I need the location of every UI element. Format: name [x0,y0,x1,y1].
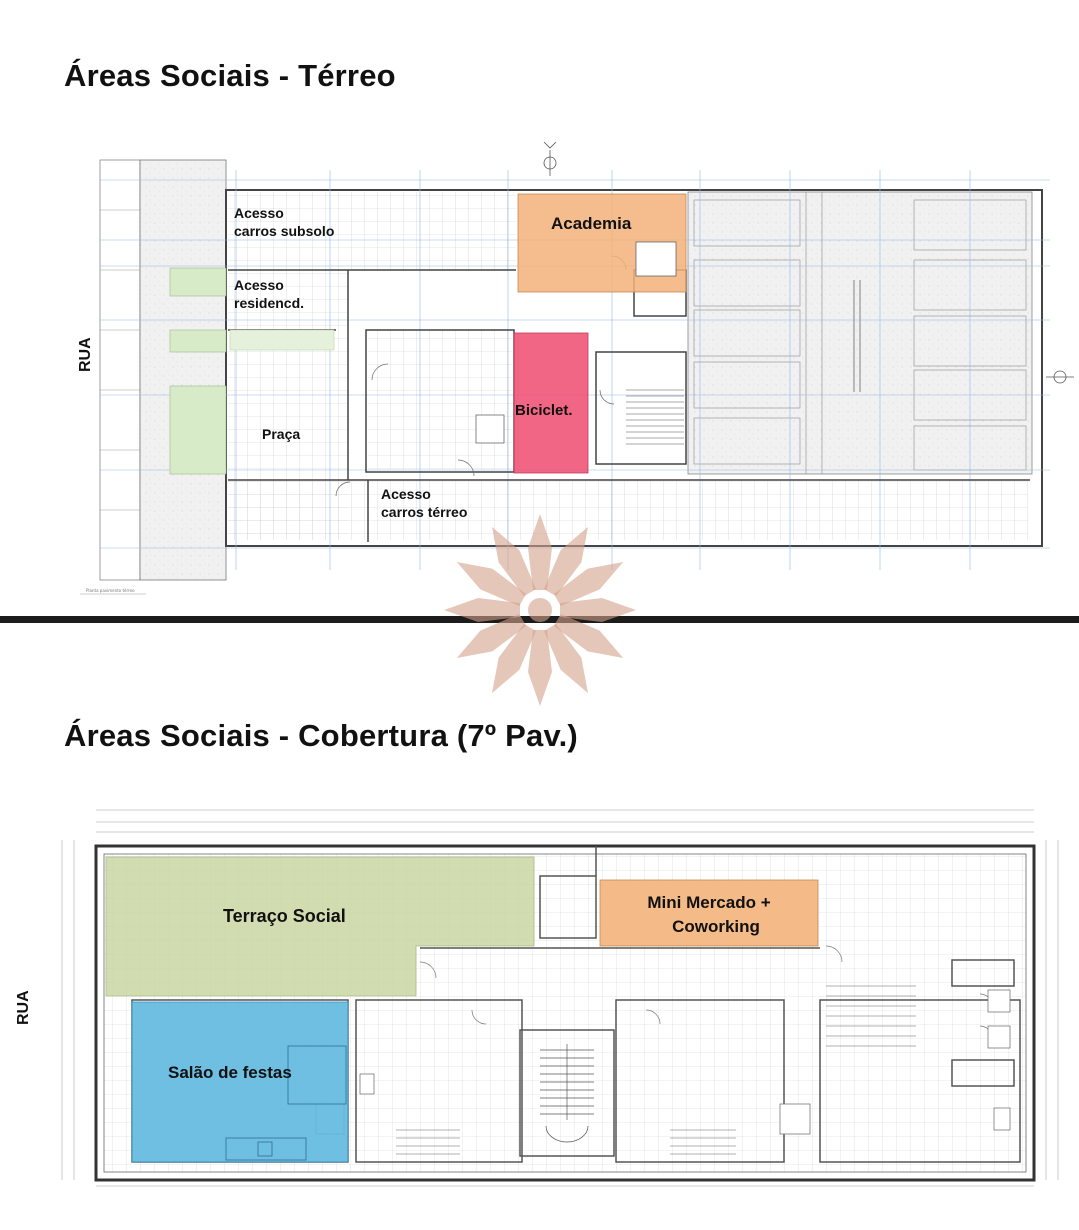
label-praca: Praça [262,426,301,442]
terreo-floor-plan [0,130,1079,610]
hall-area [368,330,512,470]
plan-footnote: Planta pavimento térreo [86,588,135,593]
label-acesso-subsolo-2: carros subsolo [234,223,335,239]
street-label-cobertura: RUA [15,990,32,1025]
label-terraco-social: Terraço Social [223,906,346,926]
label-academia: Academia [551,214,632,233]
label-acesso-terreo-2: carros térreo [381,504,468,520]
cobertura-floor-plan [0,800,1079,1210]
green-plot-2 [170,330,226,352]
terreo-section-title: Áreas Sociais - Térreo [64,58,396,93]
green-plot-1 [170,268,226,296]
label-acesso-terreo-1: Acesso [381,486,431,502]
label-salao-de-festas: Salão de festas [168,1063,292,1082]
cobertura-section-title: Áreas Sociais - Cobertura (7º Pav.) [64,718,578,753]
street-label-terreo: RUA [77,337,94,372]
label-acesso-resid-1: Acesso [234,277,284,293]
label-bicicletario: Biciclet. [515,402,573,419]
watermark-petal [482,621,541,699]
section-divider [0,616,1079,623]
acesso-terreo-area [228,480,1028,540]
green-plot-3 [170,386,226,474]
label-mini-mercado: Mini Mercado + [647,893,771,912]
label-acesso-resid-2: residencd. [234,295,305,311]
sidewalk-outer [100,160,140,580]
label-coworking: Coworking [672,917,760,936]
label-acesso-subsolo-1: Acesso [234,205,284,221]
watermark-petal [540,621,599,699]
watermark-petal [528,630,552,706]
mini-mercado-room [600,880,818,946]
sidewalk-paving [140,160,226,580]
